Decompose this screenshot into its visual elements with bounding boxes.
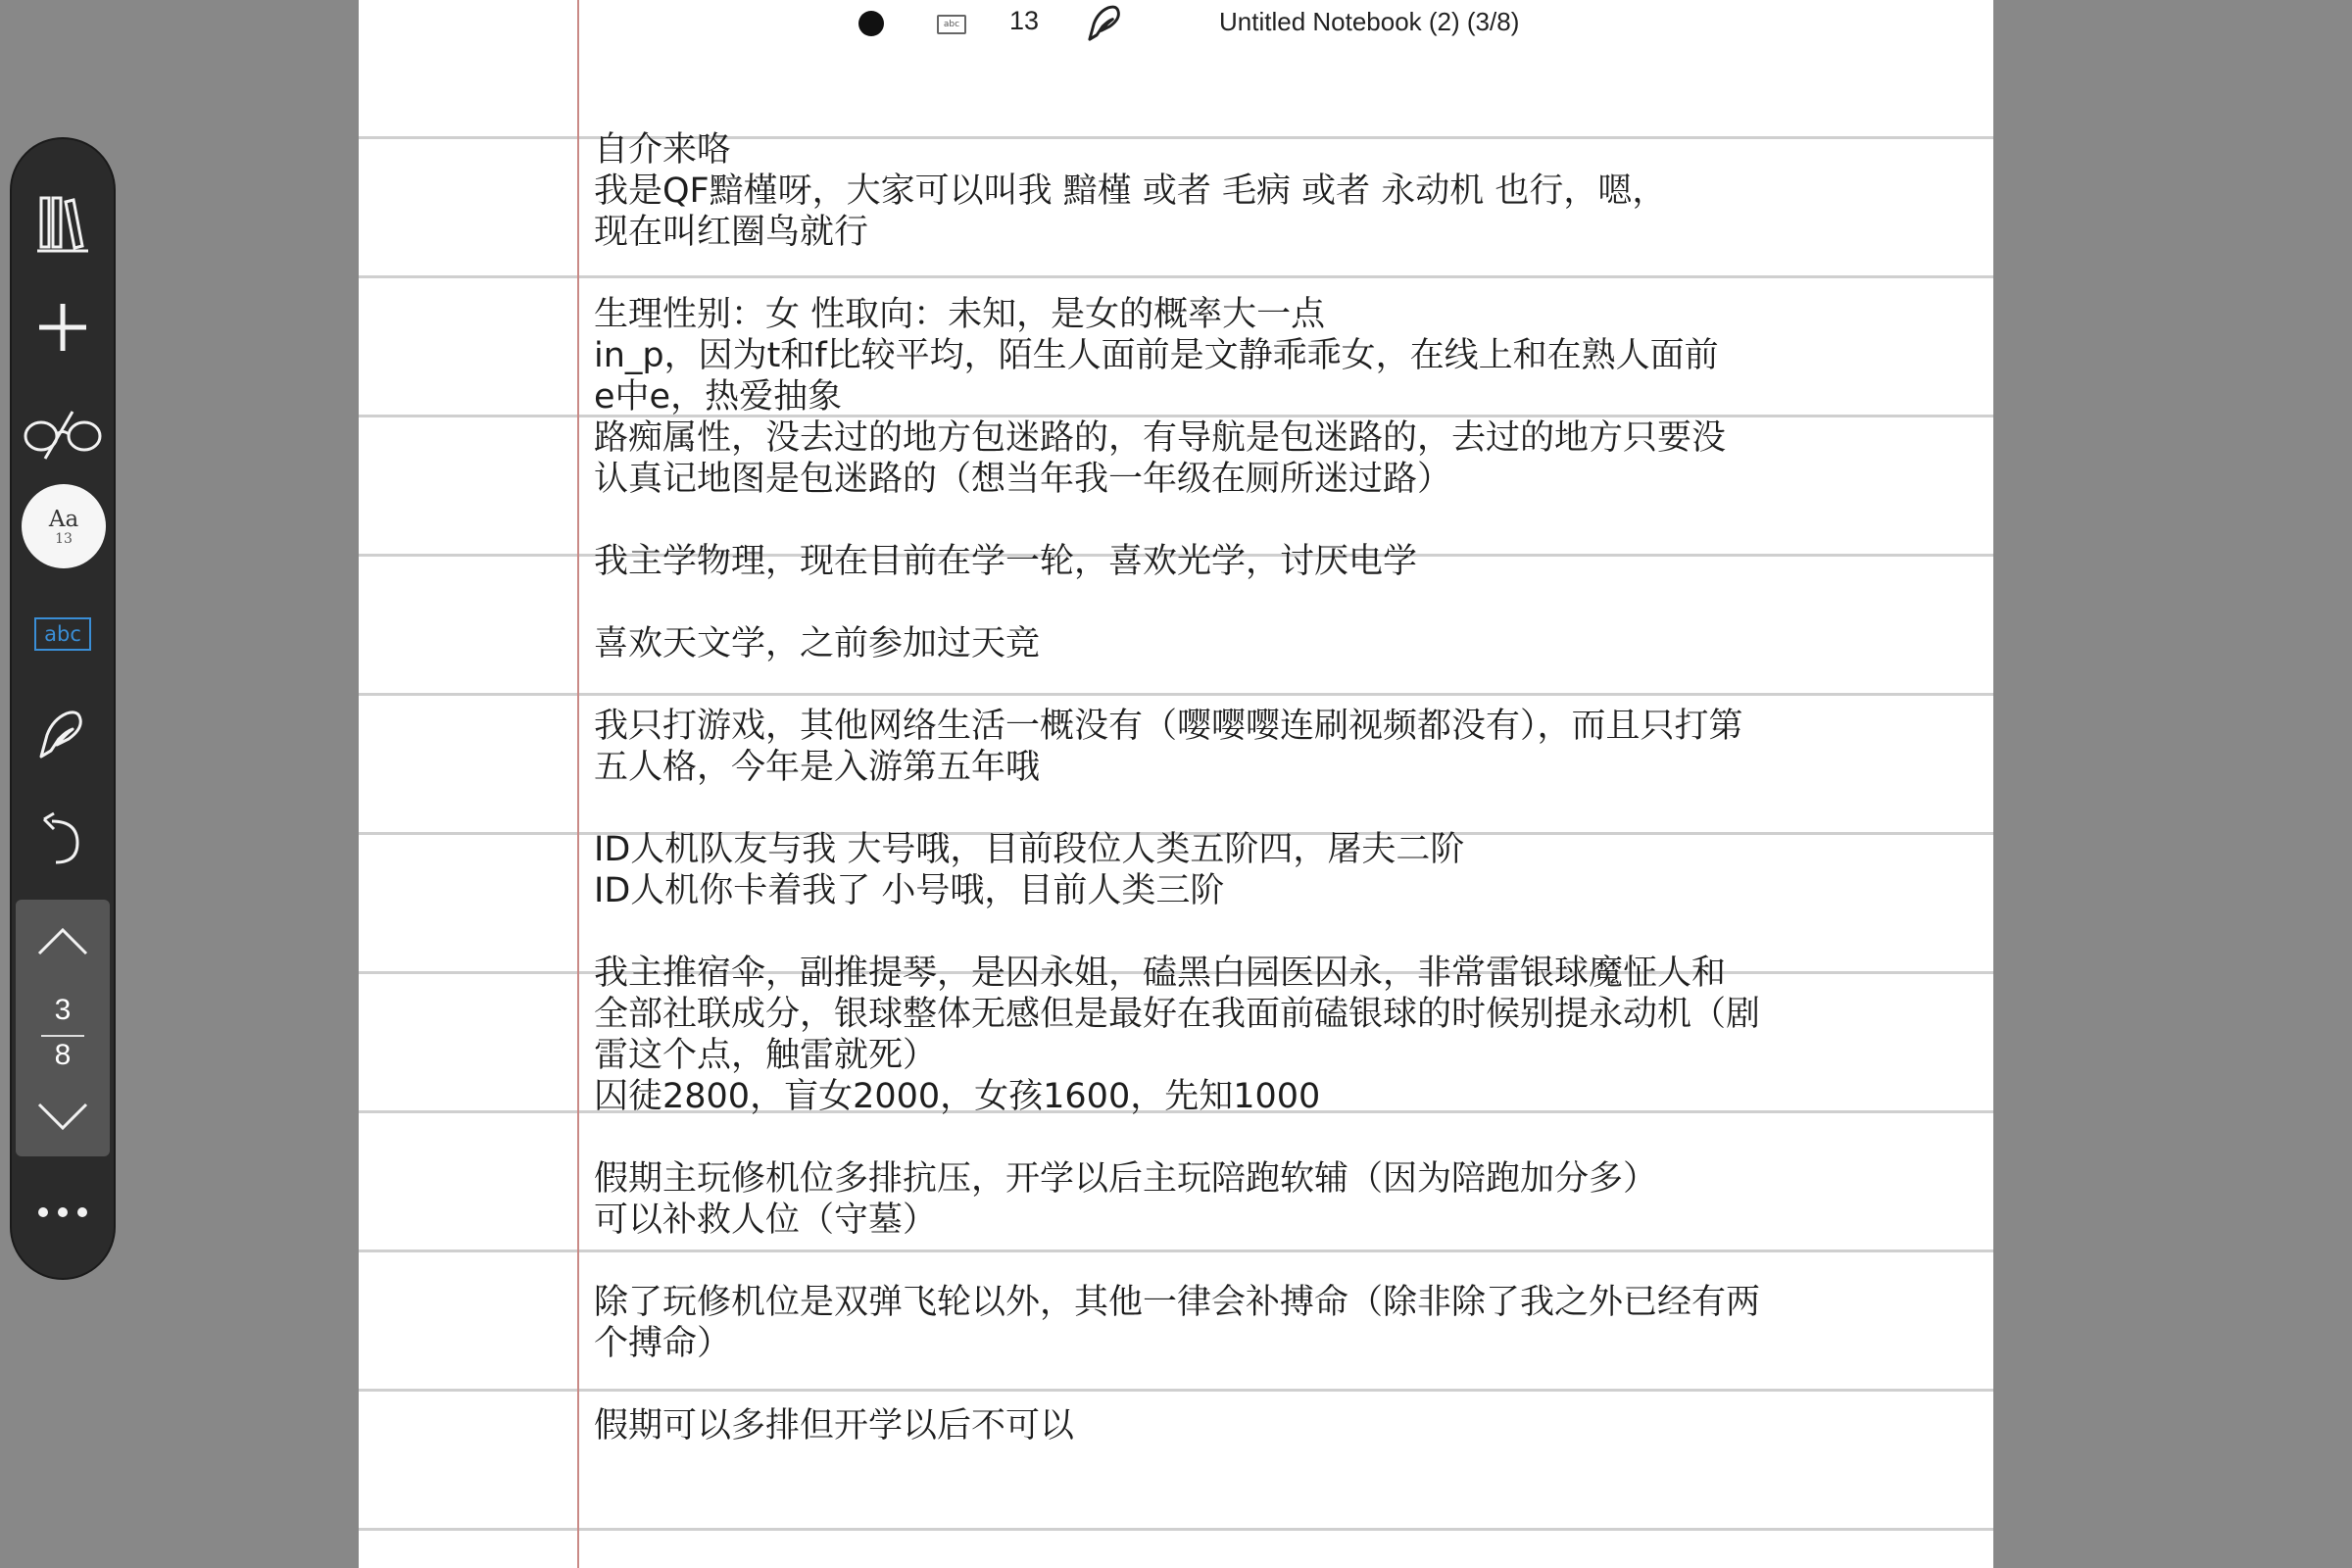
note-line: 假期可以多排但开学以后不可以	[594, 1406, 1075, 1446]
note-line	[594, 1241, 1770, 1282]
library-icon[interactable]	[12, 176, 114, 270]
reading-glasses-icon[interactable]	[12, 386, 114, 480]
note-line: 自介来咯	[594, 130, 732, 170]
note-line	[594, 1364, 1770, 1405]
note-line: ID人机你卡着我了 小号哦，目前人类三阶	[594, 871, 1225, 910]
total-page-count: 8	[54, 1039, 72, 1071]
page-margin-line	[577, 0, 579, 1568]
font-button-size: 13	[55, 531, 73, 547]
note-line: 可以补救人位（守墓）	[594, 1200, 938, 1240]
note-line	[594, 911, 1770, 953]
left-toolbar	[10, 137, 116, 1280]
font-size-indicator[interactable]: 13	[1009, 6, 1040, 35]
note-line: 我主推宿伞，副推提琴，是囚永姐，磕黑白园医囚永，非常雷银球魔怔人和	[594, 954, 1727, 993]
font-size-button[interactable]	[22, 484, 106, 568]
note-line: 生理性别：女 性取向：未知，是女的概率大一点	[594, 295, 1326, 334]
note-line: 我是QF黯槿呀，大家可以叫我 黯槿 或者 毛病 或者 永动机 也行，嗯，	[594, 172, 1667, 211]
note-line: 全部社联成分，银球整体无感但是最好在我面前磕银球的时候别提永动机（剧	[594, 995, 1761, 1034]
font-button-label: Aa	[48, 507, 79, 532]
note-line: 个搏命）	[594, 1324, 732, 1363]
page-number-divider	[41, 1035, 84, 1037]
next-page-icon[interactable]	[16, 1082, 110, 1151]
note-line: 雷这个点，触雷就死）	[594, 1036, 938, 1075]
note-line	[594, 582, 1770, 623]
note-line: 五人格，今年是入游第五年哦	[594, 748, 1041, 787]
text-mode-indicator[interactable]: abc	[937, 15, 966, 34]
note-line: 囚徒2800，盲女2000，女孩1600，先知1000	[594, 1077, 1321, 1116]
page-top-bar	[359, 0, 1993, 47]
more-options-icon[interactable]	[12, 1168, 114, 1256]
handwriting-pen-icon[interactable]	[12, 688, 114, 782]
note-line: 假期主玩修机位多排抗压，开学以后主玩陪跑软辅（因为陪跑加分多）	[594, 1159, 1658, 1199]
page-navigator	[16, 900, 110, 1156]
note-line: 认真记地图是包迷路的（想当年我一年级在厕所迷过路）	[594, 460, 1452, 499]
pen-tool-icon[interactable]	[1084, 2, 1127, 45]
note-line: 现在叫红圈鸟就行	[594, 213, 869, 252]
previous-page-icon[interactable]	[16, 907, 110, 976]
note-line	[594, 788, 1770, 829]
note-line	[594, 664, 1770, 706]
note-line: 我主学物理，现在目前在学一轮，喜欢光学，讨厌电学	[594, 542, 1418, 581]
note-line: 除了玩修机位是双弹飞轮以外，其他一律会补搏命（除非除了我之外已经有两	[594, 1283, 1761, 1322]
note-line	[594, 253, 1770, 294]
add-page-icon[interactable]	[12, 280, 114, 374]
note-text-area[interactable]	[594, 129, 1770, 1446]
note-line	[594, 1117, 1770, 1158]
note-line: e中e，热爱抽象	[594, 377, 843, 416]
current-page-number: 3	[54, 994, 72, 1026]
notebook-title: Untitled Notebook (2) (3/8)	[1219, 7, 1520, 36]
text-mode-button[interactable]: abc	[34, 617, 91, 651]
note-line: 路痴属性，没去过的地方包迷路的，有导航是包迷路的，去过的地方只要没	[594, 418, 1727, 458]
pen-color-dot-icon[interactable]	[858, 11, 884, 36]
notebook-page[interactable]	[359, 0, 1993, 1568]
note-line: 喜欢天文学，之前参加过天竞	[594, 624, 1041, 663]
note-line	[594, 500, 1770, 541]
undo-icon[interactable]	[12, 792, 114, 886]
note-line: in_p，因为t和f比较平均，陌生人面前是文静乖乖女，在线上和在熟人面前	[594, 336, 1719, 375]
note-line: ID人机队友与我 大号哦，目前段位人类五阶四，屠夫二阶	[594, 830, 1465, 869]
note-line: 我只打游戏，其他网络生活一概没有（嘤嘤嘤连刷视频都没有），而且只打第	[594, 707, 1743, 746]
